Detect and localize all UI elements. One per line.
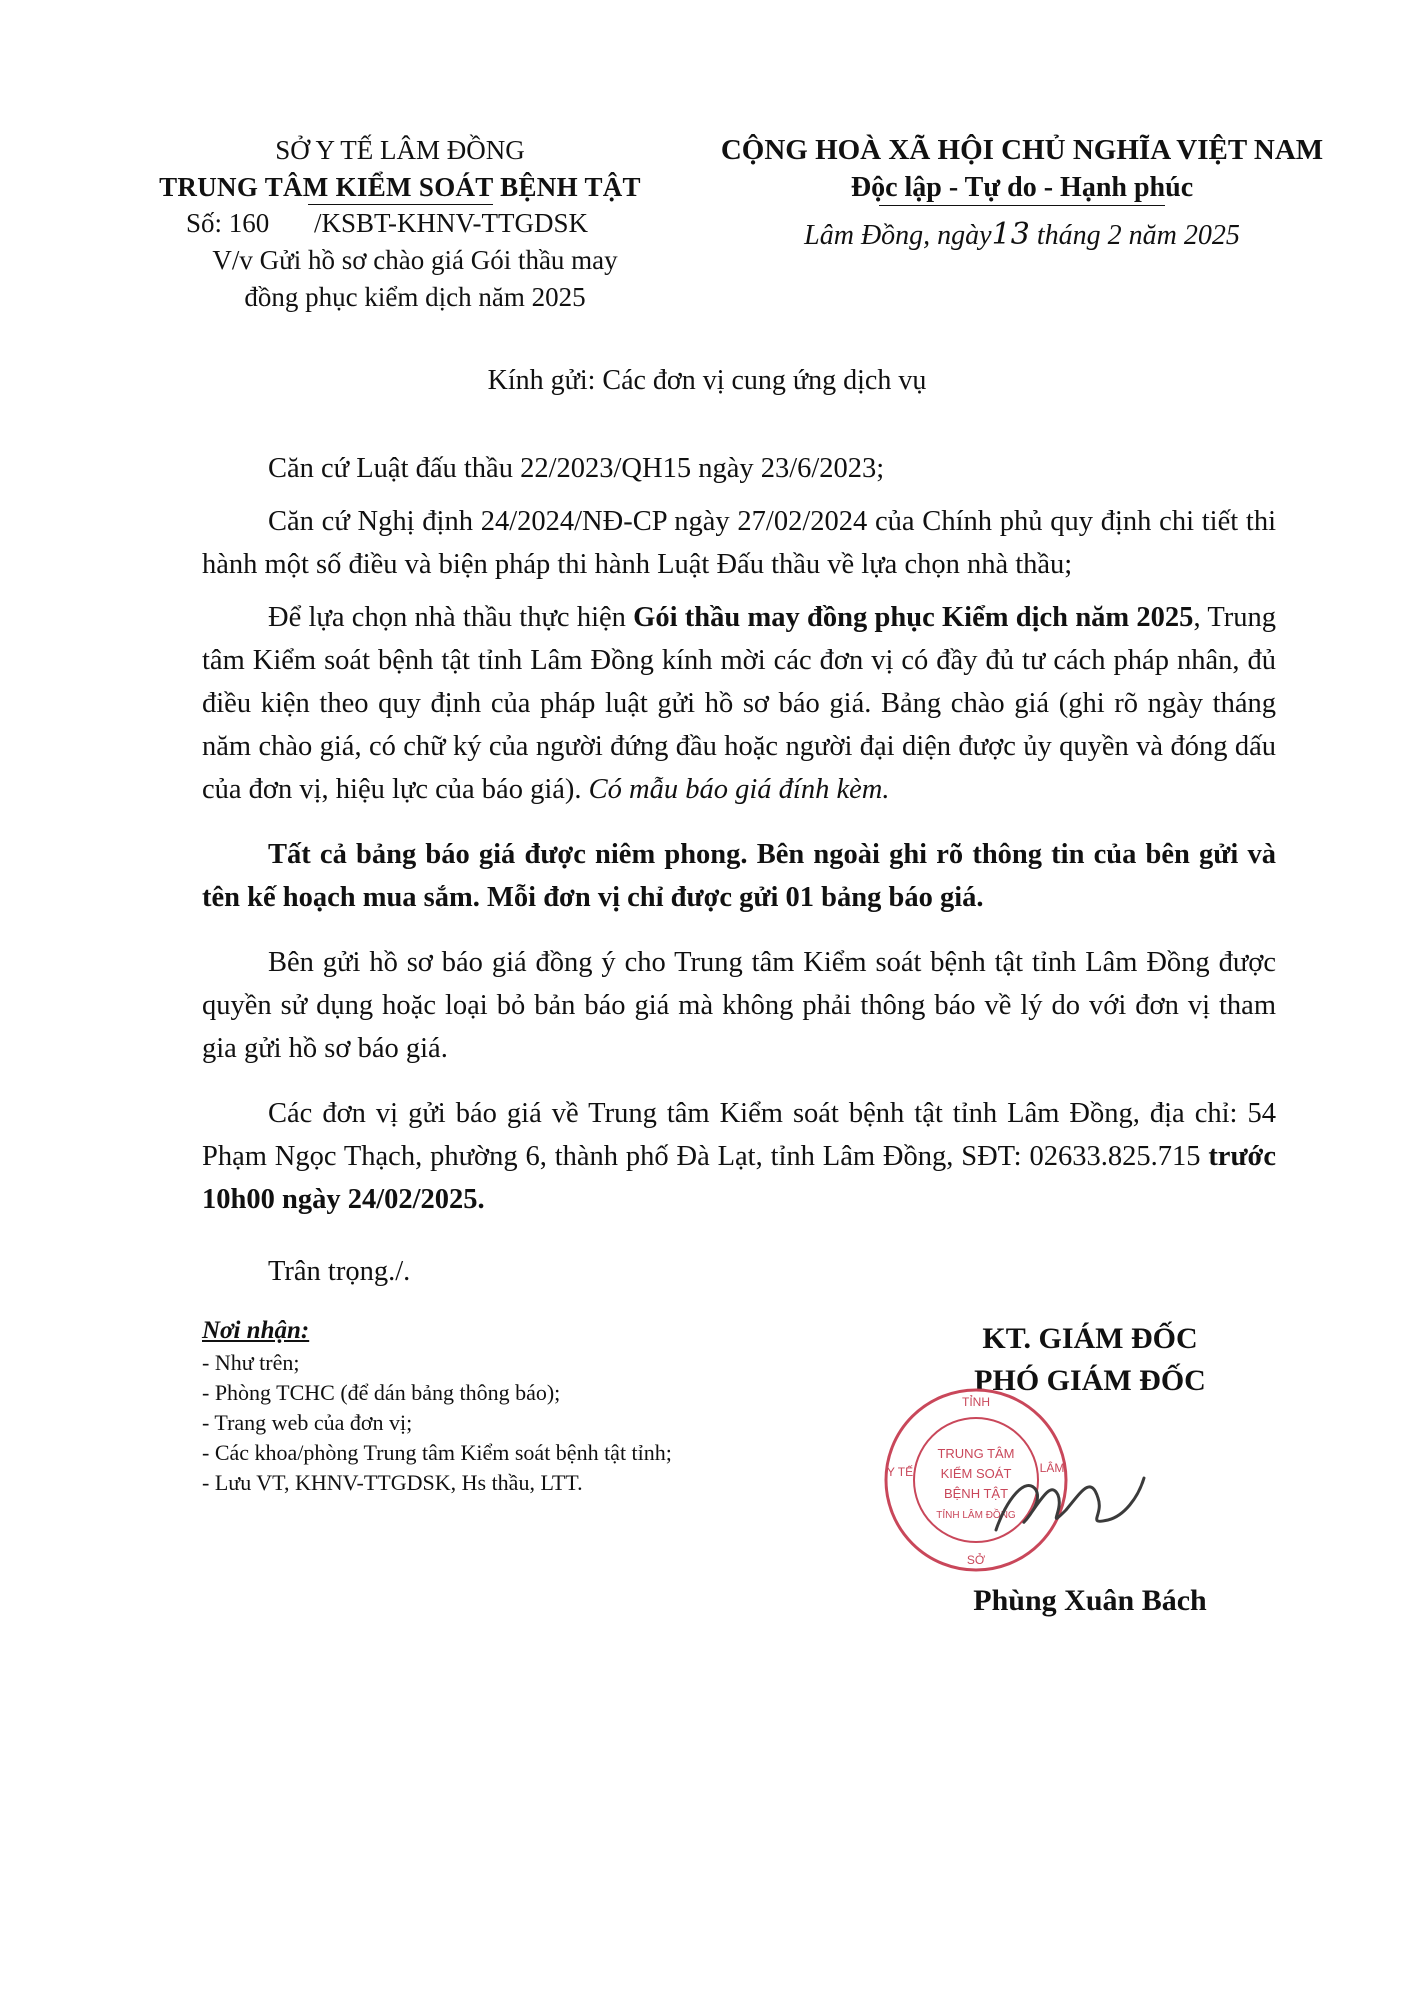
date-day-handwritten: 13 [991,217,1030,252]
receivers-block [202,1316,672,1498]
receiver-item: - Trang web của đơn vị; [202,1410,413,1435]
handwritten-signature [996,1478,1144,1530]
invitation-text-1: Để lựa chọn nhà thầu thực hiện [268,602,634,633]
svg-text:Y TẾ: Y TẾ [886,1465,914,1479]
svg-text:TRUNG TÂM: TRUNG TÂM [937,1446,1015,1461]
attachment-note: Có mẫu báo giá đính kèm. [588,774,890,805]
issuing-agency-block [120,132,680,316]
document-number-label: Số: 160 [186,208,270,238]
invitation-text-2: , Trung tâm Kiểm soát bệnh tật tỉnh Lâm Đồng kính mời các đơn vị có đầy đủ tư cách pháp nhân, đủ điều kiện theo quy định của pháp luật gửi hồ sơ báo giá. Bảng chào giá (ghi rõ ngày tháng năm chào giá, có chữ ký của người đứng đầu hoặc người đại diện được ủy quyền và đóng dấu của đơn vị, hiệu lực của báo giá). [202,602,1276,805]
receivers-title: Nơi nhận: [202,1317,310,1344]
signature-title-1: KT. GIÁM ĐỐC [982,1322,1198,1355]
svg-text:KIỂM SOÁT: KIỂM SOÁT [940,1466,1012,1481]
paragraph-invitation [202,596,1276,811]
paragraph-submission-address [202,1092,1276,1221]
receiver-item: - Lưu VT, KHNV-TTGDSK, Hs thầu, LTT. [202,1470,583,1495]
subject-line-1: V/v Gửi hồ sơ chào giá Gói thầu may [212,245,618,275]
official-seal-stamp [876,1380,1176,1580]
date-suffix: tháng 2 năm 2025 [1029,220,1240,251]
paragraph-consent: Bên gửi hồ sơ báo giá đồng ý cho Trung tâm Kiểm soát bệnh tật tỉnh Lâm Đồng được quyền sử dụng hoặc loại bỏ bản báo giá mà không phải thông báo về lý do với đơn vị tham gia gửi hồ sơ báo giá. [202,947,1276,1064]
national-motto: Độc lập - Tự do - Hạnh phúc [850,172,1194,203]
receiver-item: - Như trên; [202,1350,300,1375]
receiver-item: - Phòng TCHC (để dán bảng thông báo); [202,1380,561,1405]
signature-title-2: PHÓ GIÁM ĐỐC [974,1364,1206,1397]
issuing-organization: TRUNG TÂM KIỂM SOÁT BỆNH TẬT [159,172,641,202]
paragraph-legal-basis-1: Căn cứ Luật đấu thầu 22/2023/QH15 ngày 23/6/2023; [268,453,885,484]
receiver-item: - Các khoa/phòng Trung tâm Kiểm soát bệnh tật tỉnh; [202,1440,672,1465]
date-prefix: Lâm Đồng, ngày [804,220,992,251]
signer-name: Phùng Xuân Bách [973,1584,1207,1617]
document-number [120,205,680,242]
national-title: CỘNG HOÀ XÃ HỘI CHỦ NGHĨA VIỆT NAM [720,134,1324,166]
parent-organization: SỞ Y TẾ LÂM ĐỒNG [275,135,525,165]
paragraph-legal-basis-2: Căn cứ Nghị định 24/2024/NĐ-CP ngày 27/02/2024 của Chính phủ quy định chi tiết thi hành một số điều và biện pháp thi hành Luật Đấu thầu về lựa chọn nhà thầu; [202,506,1276,580]
deadline-text: trước 10h00 ngày 24/02/2025. [202,1141,1276,1215]
svg-text:LÂM: LÂM [1039,1461,1065,1475]
place-date [712,216,1332,254]
paragraph-sealed-quotes: Tất cả bảng báo giá được niêm phong. Bên ngoài ghi rõ thông tin của bên gửi và tên kế hoạch mua sắm. Mỗi đơn vị chỉ được gửi 01 bảng báo giá. [202,839,1276,913]
package-name: Gói thầu may đồng phục Kiểm dịch năm 2025 [633,602,1194,633]
svg-text:TỈNH LÂM ĐỒNG: TỈNH LÂM ĐỒNG [936,1510,1016,1521]
svg-text:TỈNH: TỈNH [962,1395,990,1409]
closing-phrase: Trân trọng./. [268,1256,411,1287]
address-text: Các đơn vị gửi báo giá về Trung tâm Kiểm soát bệnh tật tỉnh Lâm Đồng, địa chỉ: 54 Phạm Ngọc Thạch, phường 6, thành phố Đà Lạt, tỉnh Lâm Đồng, SĐT: 02633.825.715 [202,1098,1276,1172]
subject-line-2: đồng phục kiểm dịch năm 2025 [244,282,586,312]
letter-body [202,447,1276,1231]
document-number-code: /KSBT-KHNV-TTGDSK [314,208,589,238]
addressee: Kính gửi: Các đơn vị cung ứng dịch vụ [487,365,927,396]
svg-text:BỆNH TẬT: BỆNH TẬT [943,1486,1009,1501]
svg-text:SỞ: SỞ [966,1553,986,1567]
receivers-list [202,1348,672,1498]
national-header-block [712,132,1332,254]
